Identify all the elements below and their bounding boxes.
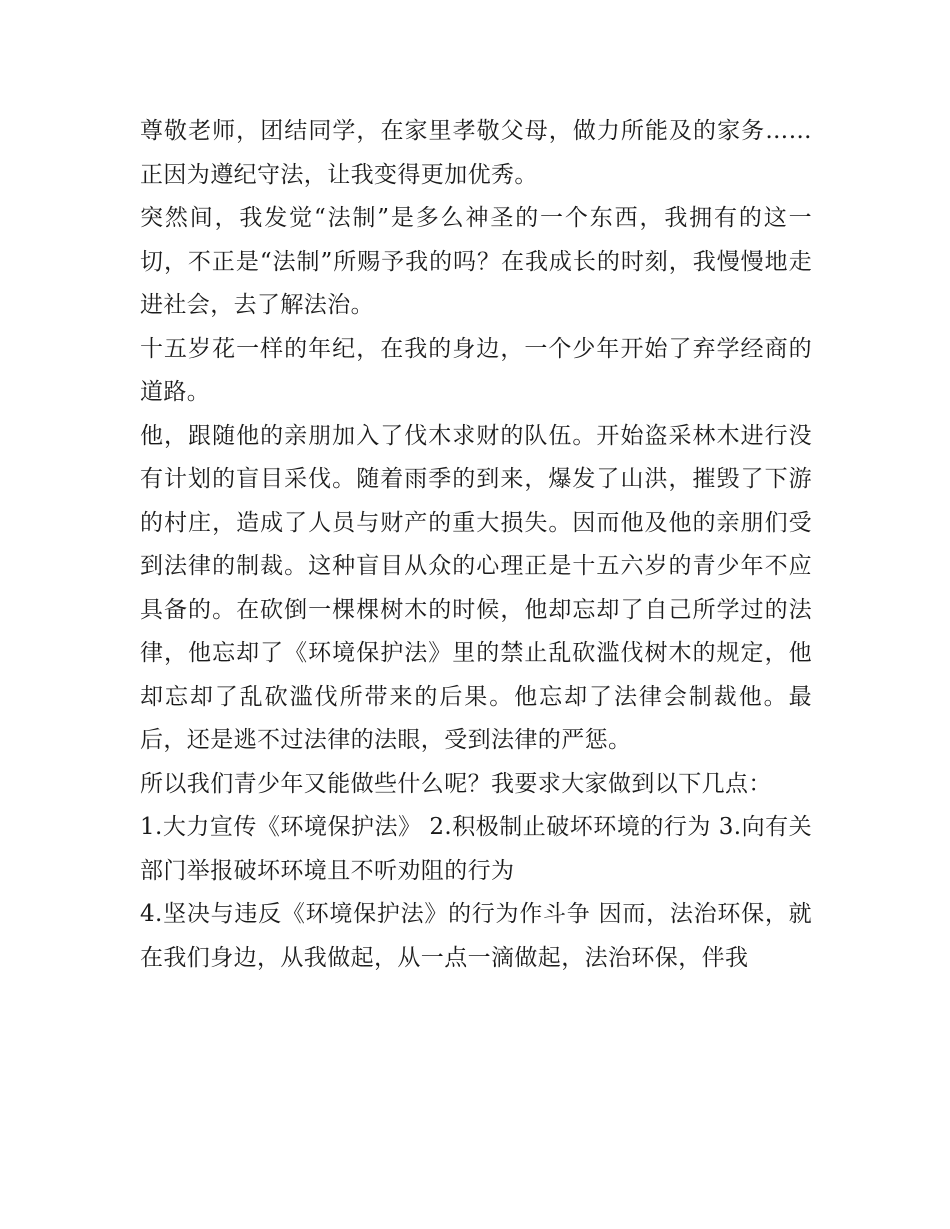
paragraph-fifteen-years-old: 十五岁花一样的年纪，在我的身边，一个少年开始了弃学经商的道路。: [140, 335, 812, 405]
document-body: [140, 110, 812, 980]
paragraph-list-items-1-3: 1.大力宣传《环境保护法》 2.积极制止破坏环境的行为 3.向有关部门举报破坏环境且不听劝阻的行为: [140, 814, 812, 884]
paragraph-what-can-we-do: 所以我们青少年又能做些什么呢？我要求大家做到以下几点：: [140, 770, 772, 797]
paragraph-logging-story: 他，跟随他的亲朋加入了伐木求财的队伍。开始盗采林木进行没有计划的盲目采伐。随着雨季的到来，爆发了山洪，摧毁了下游的村庄，造成了人员与财产的重大损失。因而他及他的亲朋们受到法律的制裁。这种盲目从众的心理正是十五六岁的青少年不应具备的。在砍倒一棵棵树木的时候，他却忘却了自己所学过的法律，他忘却了《环境保护法》里的禁止乱砍滥伐树木的规定，他却忘却了乱砍滥伐所带来的后果。他忘却了法律会制裁他。最后，还是逃不过法律的法眼，受到法律的严惩。: [140, 422, 812, 753]
paragraph-respect-teachers: 尊敬老师，团结同学，在家里孝敬父母，做力所能及的家务……正因为遵纪守法，让我变得更加优秀。: [140, 118, 812, 188]
paragraph-list-item-4-conclusion: 4.坚决与违反《环境保护法》的行为作斗争 因而，法治环保，就在我们身边，从我做起，从一点一滴做起，法治环保，伴我: [140, 901, 812, 971]
paragraph-sacred-law: 突然间，我发觉“法制”是多么神圣的一个东西，我拥有的这一切，不正是“法制”所赐予我的吗？在我成长的时刻，我慢慢地走进社会，去了解法治。: [140, 205, 812, 318]
